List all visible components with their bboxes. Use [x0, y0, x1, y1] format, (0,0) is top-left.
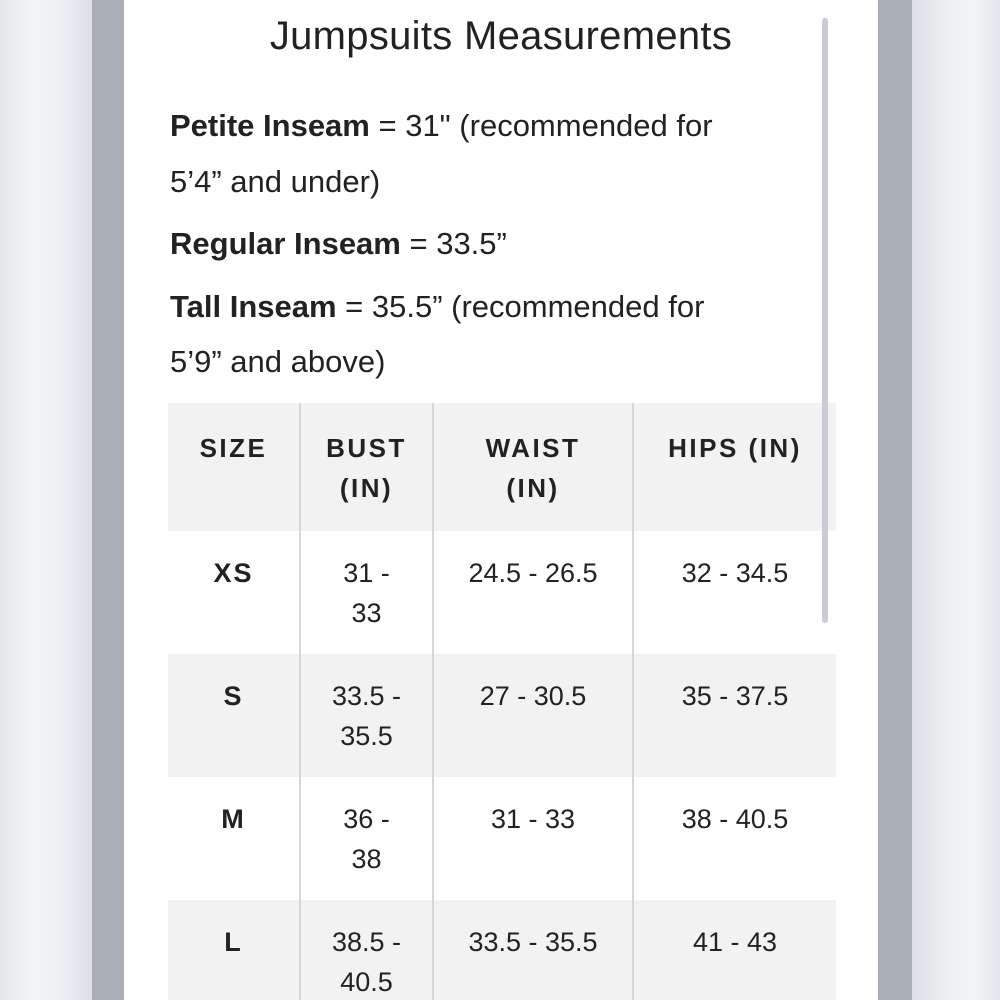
table-header-row — [168, 403, 836, 531]
background-right — [912, 0, 1000, 1000]
page-title: Jumpsuits Measurements — [269, 14, 733, 58]
regular-inseam-label: Regular Inseam — [170, 226, 401, 261]
hips-cell: 41 - 43 — [633, 900, 836, 1000]
size-chart-table — [168, 403, 836, 1000]
hips-cell: 32 - 34.5 — [633, 531, 836, 654]
background-left — [0, 0, 92, 1000]
size-cell: S — [168, 654, 300, 777]
regular-inseam-value: = 33.5” — [400, 226, 507, 261]
header-waist: WAIST (IN) — [433, 403, 633, 531]
frame-border-right — [878, 0, 912, 1000]
bust-cell: 33.5 - 35.5 — [300, 654, 433, 777]
tall-inseam-line — [170, 289, 704, 325]
size-cell: M — [221, 804, 246, 834]
table-row — [168, 531, 836, 654]
waist-cell: 33.5 - 35.5 — [433, 900, 633, 1000]
waist-cell: 31 - 33 — [433, 777, 633, 900]
scrollbar-thumb[interactable] — [822, 18, 828, 623]
tall-inseam-value: = 35.5” (recommended for — [336, 289, 705, 324]
size-cell: L — [168, 900, 300, 1000]
petite-inseam-line — [170, 108, 713, 144]
tall-inseam-note: 5’9” and above) — [170, 344, 386, 379]
table-row — [168, 654, 836, 777]
header-size: SIZE — [168, 403, 300, 531]
bust-cell: 31 - 33 — [300, 531, 433, 654]
size-cell: XS — [213, 558, 254, 588]
hips-cell: 38 - 40.5 — [633, 777, 836, 900]
tall-inseam-label: Tall Inseam — [170, 289, 337, 324]
table-row — [168, 777, 836, 900]
hips-cell: 35 - 37.5 — [633, 654, 836, 777]
measurements-panel[interactable] — [124, 0, 878, 1000]
waist-cell: 24.5 - 26.5 — [433, 531, 633, 654]
petite-inseam-label: Petite Inseam — [170, 108, 370, 143]
bust-cell: 38.5 - 40.5 — [300, 900, 433, 1000]
petite-inseam-note: 5’4” and under) — [170, 164, 381, 199]
frame-border-left — [92, 0, 124, 1000]
waist-cell: 27 - 30.5 — [433, 654, 633, 777]
bust-cell: 36 - 38 — [300, 777, 433, 900]
header-bust: BUST (IN) — [300, 403, 433, 531]
regular-inseam-line — [170, 226, 507, 262]
header-hips: HIPS (IN) — [633, 403, 836, 531]
table-row — [168, 900, 836, 1000]
petite-inseam-value: = 31" (recommended for — [369, 108, 713, 143]
